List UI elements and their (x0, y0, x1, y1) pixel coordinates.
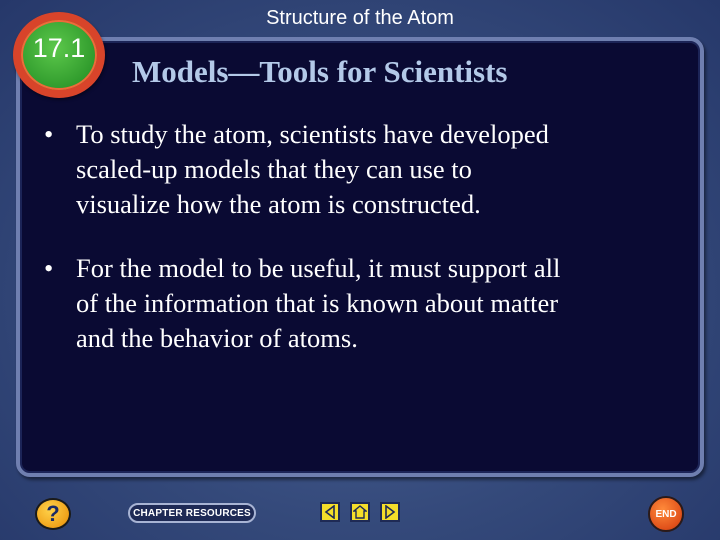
home-button[interactable] (350, 502, 370, 522)
home-icon (353, 505, 367, 519)
slide-heading: Models—Tools for Scientists (132, 54, 508, 89)
bullet-item (44, 251, 674, 356)
bullet-marker: • (44, 253, 54, 283)
bullet-item (44, 117, 674, 222)
previous-arrow-icon (323, 505, 337, 519)
bullet-line: To study the atom, scientists have developed (76, 119, 549, 149)
help-button[interactable]: ? (35, 498, 71, 530)
end-button[interactable]: END (648, 496, 684, 532)
bullet-line: visualize how the atom is constructed. (76, 189, 481, 219)
bullet-line: and the behavior of atoms. (76, 323, 358, 353)
bullet-line: For the model to be useful, it must support all (76, 253, 561, 283)
bullet-marker: • (44, 119, 54, 149)
chapter-title: Structure of the Atom (266, 7, 454, 29)
section-number-badge: 17.1 (13, 12, 105, 98)
previous-button[interactable] (320, 502, 340, 522)
bullet-line: of the information that is known about matter (76, 288, 559, 318)
navigation-bar (0, 490, 720, 540)
bullet-line: scaled-up models that they can use to (76, 154, 472, 184)
next-arrow-icon (383, 505, 397, 519)
chapter-resources-button[interactable]: CHAPTER RESOURCES (128, 503, 256, 523)
next-button[interactable] (380, 502, 400, 522)
bullet-list (44, 117, 674, 356)
